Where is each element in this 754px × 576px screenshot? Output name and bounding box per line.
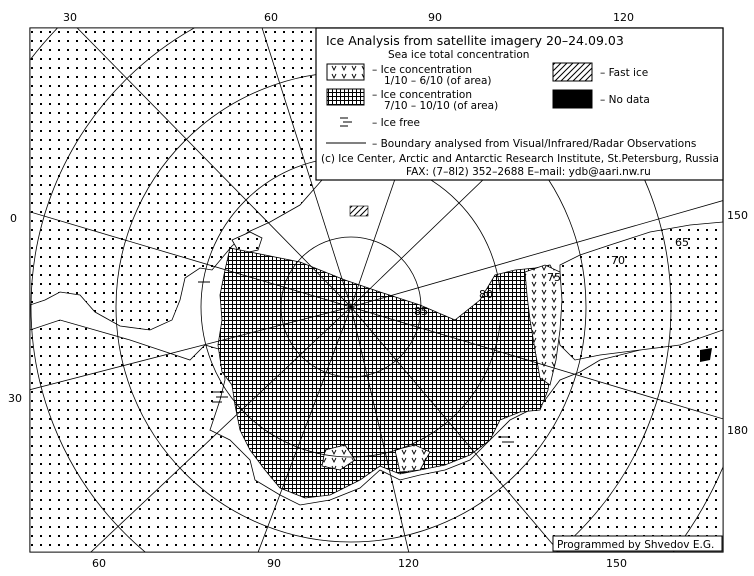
legend-institute: (c) Ice Center, Arctic and Antarctic Research Institute, St.Petersburg, Russia: [321, 153, 719, 165]
bottom-label-120: 120: [398, 557, 419, 570]
bottom-label-150: 150: [606, 557, 627, 570]
bottom-label-60: 60: [92, 557, 106, 570]
lat-label-80: 80: [479, 288, 493, 301]
fast-ice-patch: [350, 206, 368, 216]
left-label-30: 30: [8, 392, 22, 405]
right-label-150: 150: [727, 209, 748, 222]
lat-label-85: 85: [414, 305, 428, 318]
right-label-180: 180: [727, 424, 748, 437]
legend-panel: [316, 28, 723, 180]
legend-title: Ice Analysis from satellite imagery 20–24.09.03: [326, 33, 624, 48]
credit-text: Programmed by Shvedov E.G.: [557, 539, 715, 551]
lat-label-75: 75: [547, 271, 561, 284]
left-label-0: 0: [10, 212, 17, 225]
top-label-120: 120: [613, 11, 634, 24]
legend-low-line1: – Ice concentration: [372, 64, 472, 76]
swatch-high-ice: [327, 89, 364, 105]
legend-no-data: – No data: [600, 94, 650, 106]
swatch-no-data: [553, 90, 592, 108]
legend-high-line1: – Ice concentration: [372, 89, 472, 101]
swatch-fast-ice: [553, 63, 592, 81]
top-label-90: 90: [428, 11, 442, 24]
lat-label-70: 70: [611, 254, 625, 267]
lat-label-65: 65: [675, 236, 689, 249]
legend-subtitle: Sea ice total concentration: [388, 49, 530, 61]
legend-boundary: – Boundary analysed from Visual/Infrared/Radar Observations: [372, 138, 697, 150]
legend-ice-free: – Ice free: [372, 117, 420, 129]
legend-high-line2: 7/10 – 10/10 (of area): [384, 100, 499, 112]
legend-contact: FAX: (7–8l2) 352–2688 E–mail: ydb@aari.nw.ru: [406, 166, 651, 178]
swatch-low-ice: [327, 64, 364, 80]
legend-low-line2: 1/10 – 6/10 (of area): [384, 75, 492, 87]
bottom-label-90: 90: [267, 557, 281, 570]
top-label-60: 60: [264, 11, 278, 24]
top-label-30: 30: [63, 11, 77, 24]
legend-fast-ice: – Fast ice: [600, 67, 649, 79]
